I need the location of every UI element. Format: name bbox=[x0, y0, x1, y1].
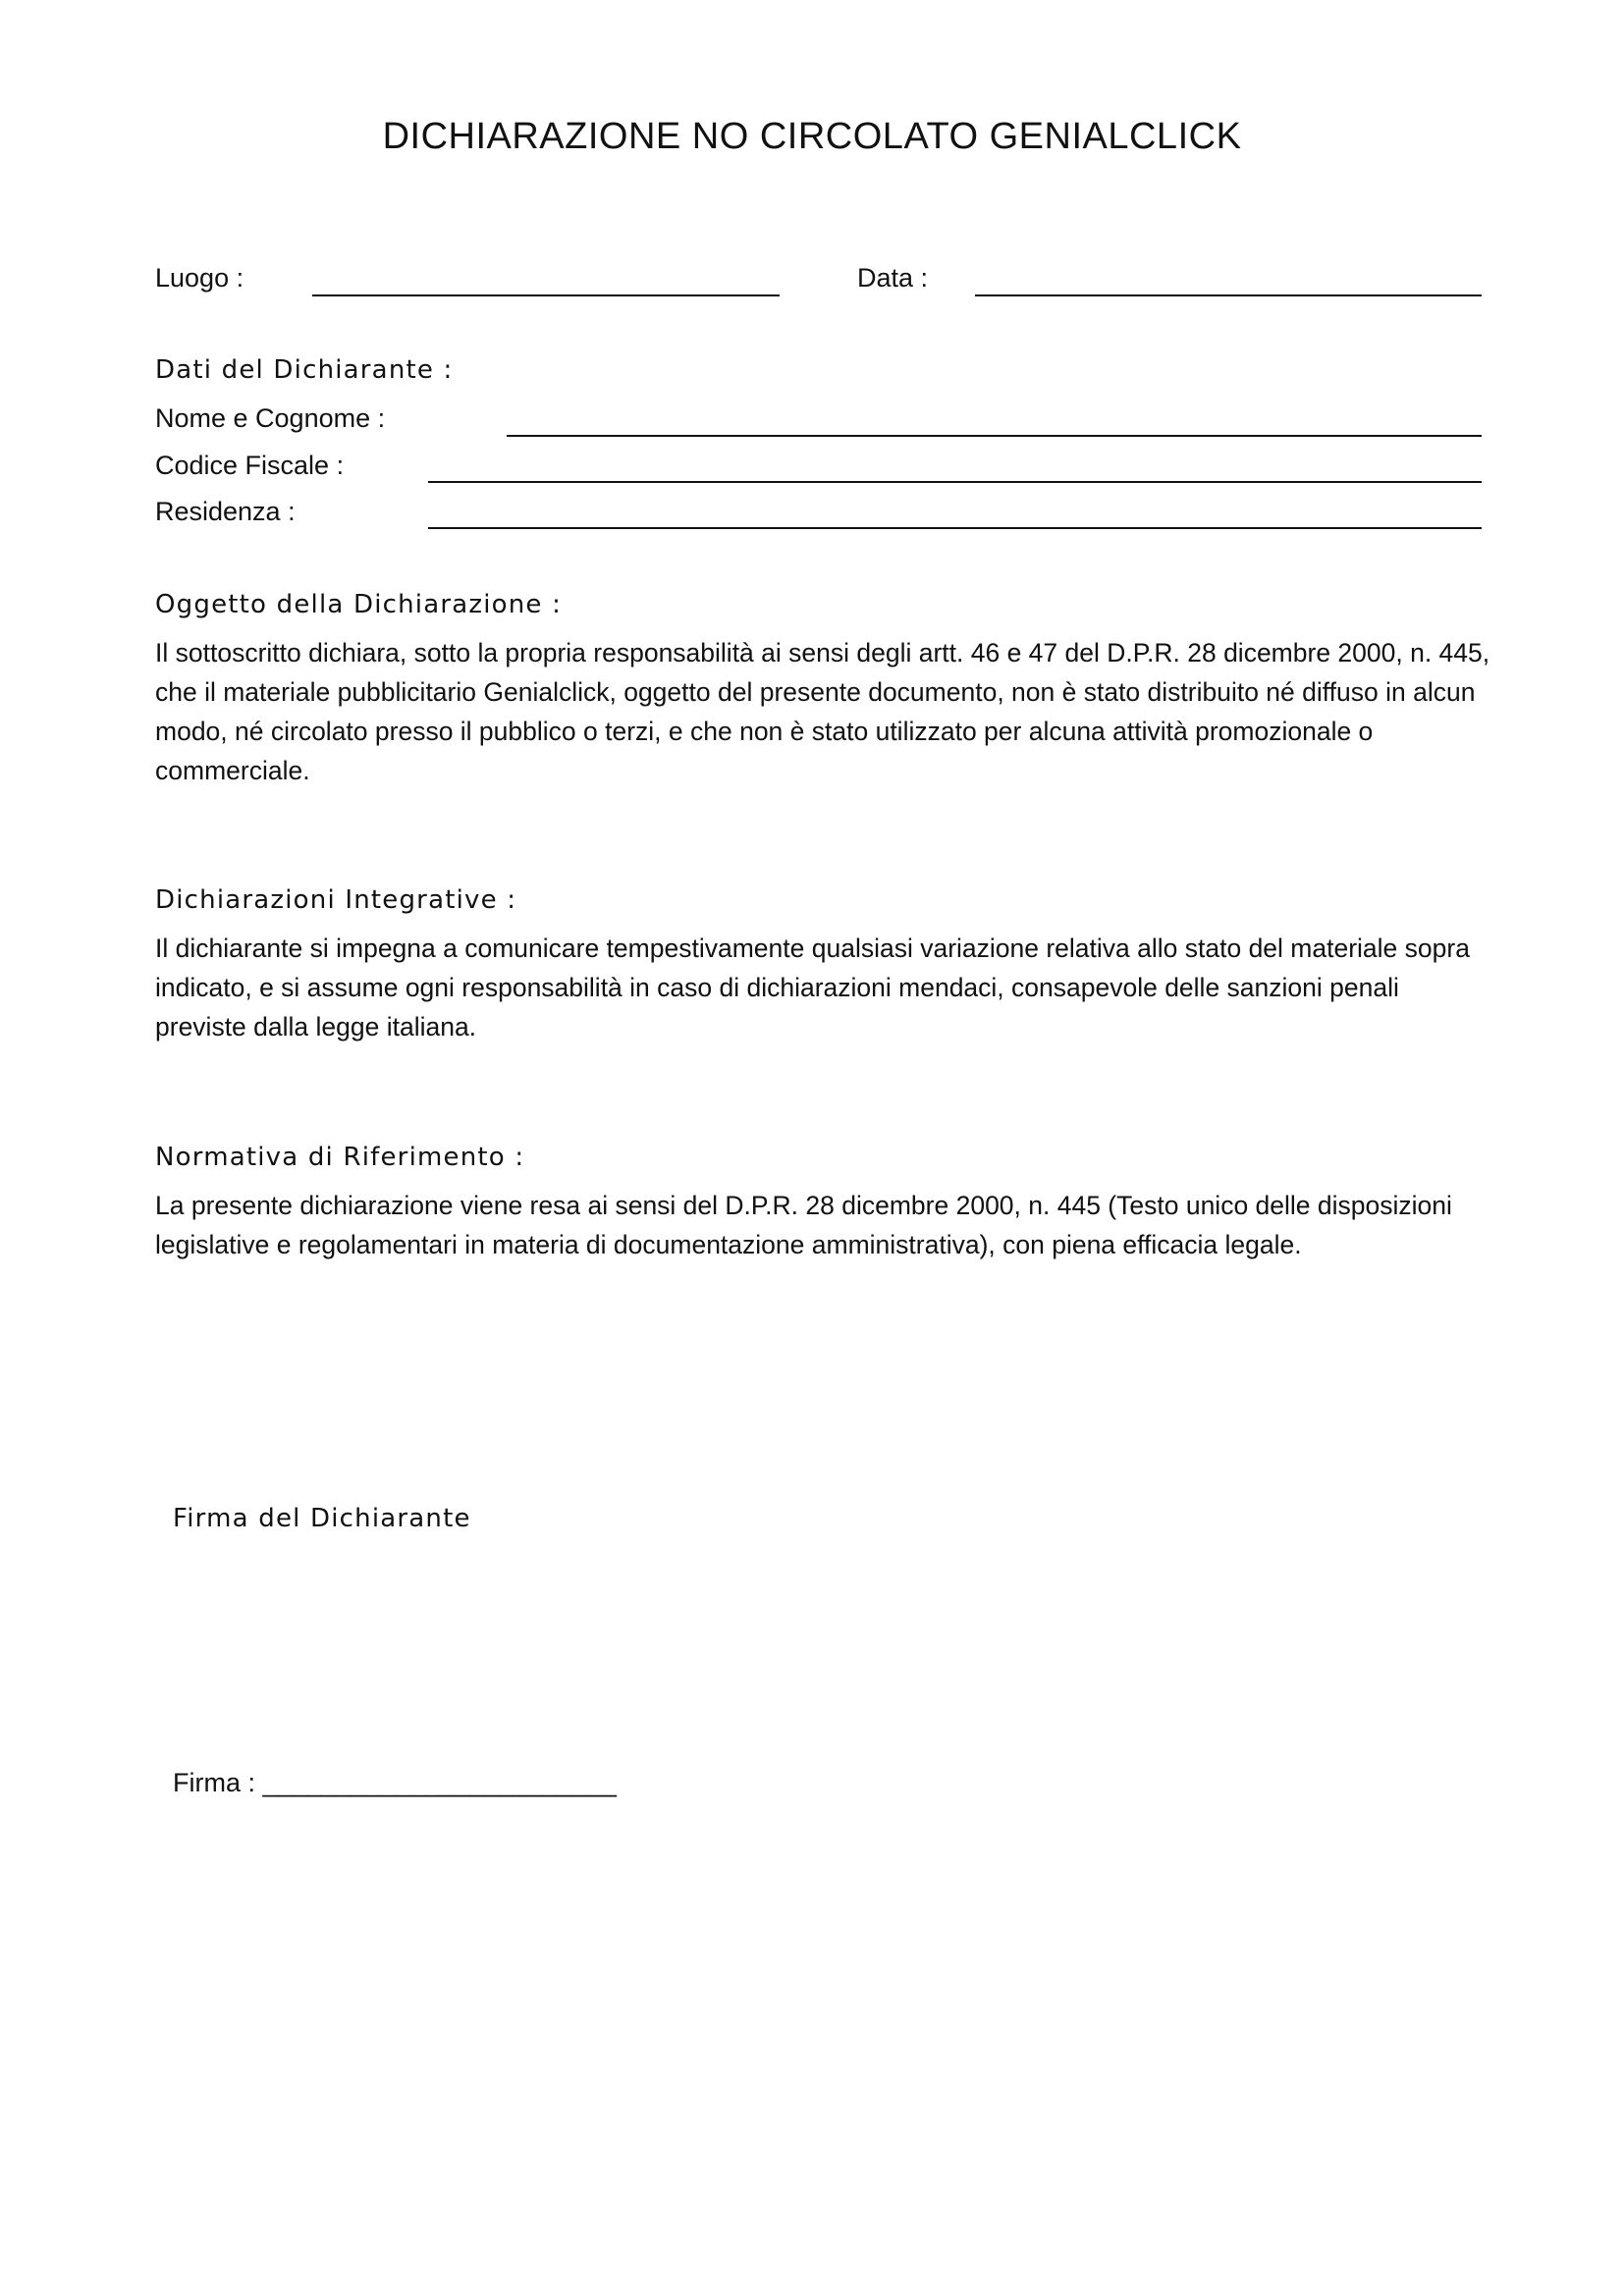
data-label: Data : bbox=[857, 263, 929, 293]
name-label: Nome e Cognome : bbox=[155, 403, 386, 433]
signature-heading: Firma del Dichiarante bbox=[173, 1504, 471, 1533]
declarant-heading: Dati del Dichiarante : bbox=[155, 355, 454, 385]
tax-code-field[interactable] bbox=[428, 481, 1482, 483]
residence-field[interactable] bbox=[428, 527, 1482, 529]
data-field[interactable] bbox=[975, 294, 1482, 296]
integrative-heading: Dichiarazioni Integrative : bbox=[155, 885, 517, 915]
document-title: DICHIARAZIONE NO CIRCOLATO GENIALCLICK bbox=[382, 116, 1242, 157]
object-heading: Oggetto della Dichiarazione : bbox=[155, 590, 563, 619]
luogo-label: Luogo : bbox=[155, 263, 244, 293]
signature-field[interactable]: Firma : ________________________ bbox=[173, 1768, 617, 1797]
luogo-field[interactable] bbox=[312, 294, 780, 296]
integrative-paragraph: Il dichiarante si impegna a comunicare tempestivamente qualsiasi variazione relativa allo stato del materiale sopra indicato, e si assume ogni responsabilità in caso di dichiarazioni mendaci, consapevole delle sanzioni penali previste dalla legge italiana. bbox=[155, 934, 1470, 1041]
residence-label: Residenza : bbox=[155, 497, 296, 526]
object-paragraph: Il sottoscritto dichiara, sotto la propria responsabilità ai sensi degli artt. 46 e 47 del D.P.R. 28 dicembre 2000, n. 445, che il materiale pubblicitario Genialclick, oggetto del presente documento, non è stato distribuito né diffuso in alcun modo, né circolato presso il pubblico o terzi, e che non è stato utilizzato per alcuna attività promozionale o commerciale. bbox=[155, 638, 1490, 785]
reference-paragraph: La presente dichiarazione viene resa ai sensi del D.P.R. 28 dicembre 2000, n. 445 (Testo unico delle disposizioni legislative e regolamentari in materia di documentazione amministrativa), con piena efficacia legale. bbox=[155, 1191, 1452, 1259]
name-field[interactable] bbox=[507, 435, 1482, 437]
reference-heading: Normativa di Riferimento : bbox=[155, 1143, 525, 1172]
tax-code-label: Codice Fiscale : bbox=[155, 451, 345, 480]
